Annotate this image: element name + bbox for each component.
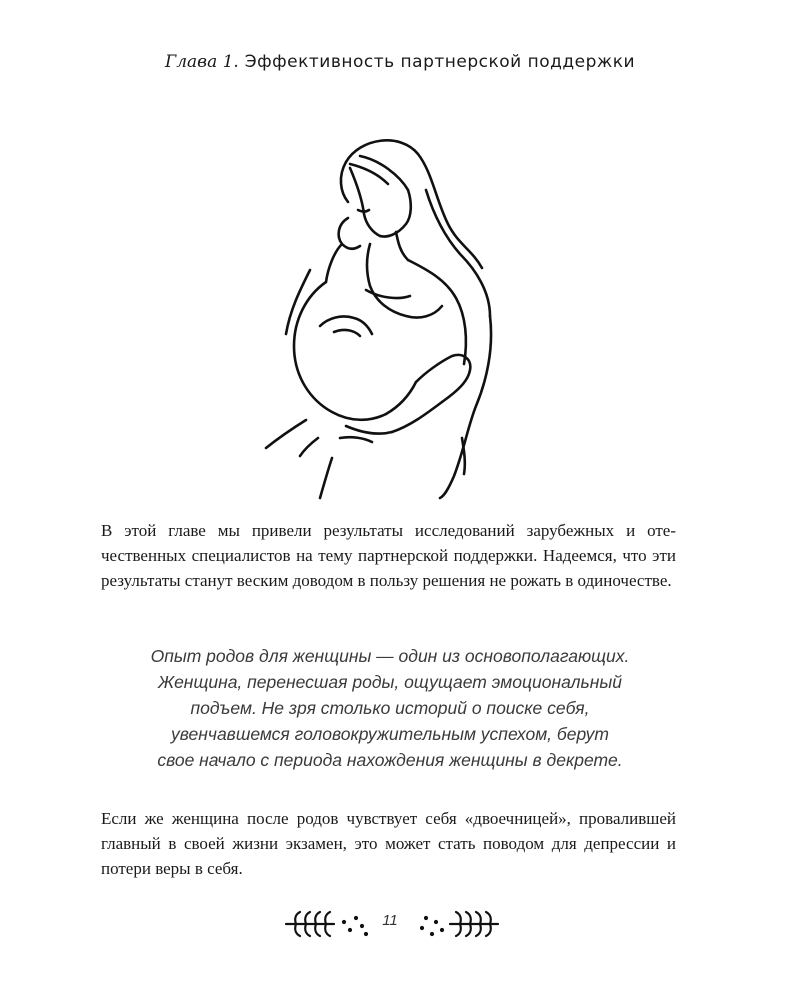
pregnant-woman-icon xyxy=(250,120,510,500)
branch-ornament-left-icon xyxy=(282,906,372,940)
chapter-label: Глава 1. xyxy=(164,52,239,72)
chapter-title: Эффективность партнерской поддержки xyxy=(244,52,636,72)
quote-line: свое начало с периода нахождения женщины в декрете. xyxy=(157,750,623,770)
intro-paragraph: В этой главе мы привели результаты исследований зарубежных и отечественных специалистов на тему партнерской поддержки. Надеемся, что эти результаты станут веским доводом в пользу решения не рожать в одиночестве. xyxy=(101,521,676,590)
quote-line: увенчавшемся головокружительным успехом, берут xyxy=(171,724,609,744)
quote-line: подъем. Не зря столько историй о поиске себя, xyxy=(190,698,590,718)
chapter-header xyxy=(0,52,800,72)
outro-paragraph: Если же женщина после родов чувствует себя «двоечницей», провалившей главный в своей жизни экзамен, это может стать поводом для депрессии и потери веры в себя. xyxy=(101,809,676,878)
pull-quote xyxy=(120,643,660,773)
page-footer xyxy=(0,906,800,940)
quote-line: Опыт родов для женщины — один из основополагающих. xyxy=(150,646,630,666)
page-number: 11 xyxy=(382,912,398,929)
pregnant-woman-illustration xyxy=(250,120,510,500)
quote-line: Женщина, перенесшая роды, ощущает эмоциональный xyxy=(158,672,622,692)
branch-ornament-right-icon xyxy=(416,906,506,940)
